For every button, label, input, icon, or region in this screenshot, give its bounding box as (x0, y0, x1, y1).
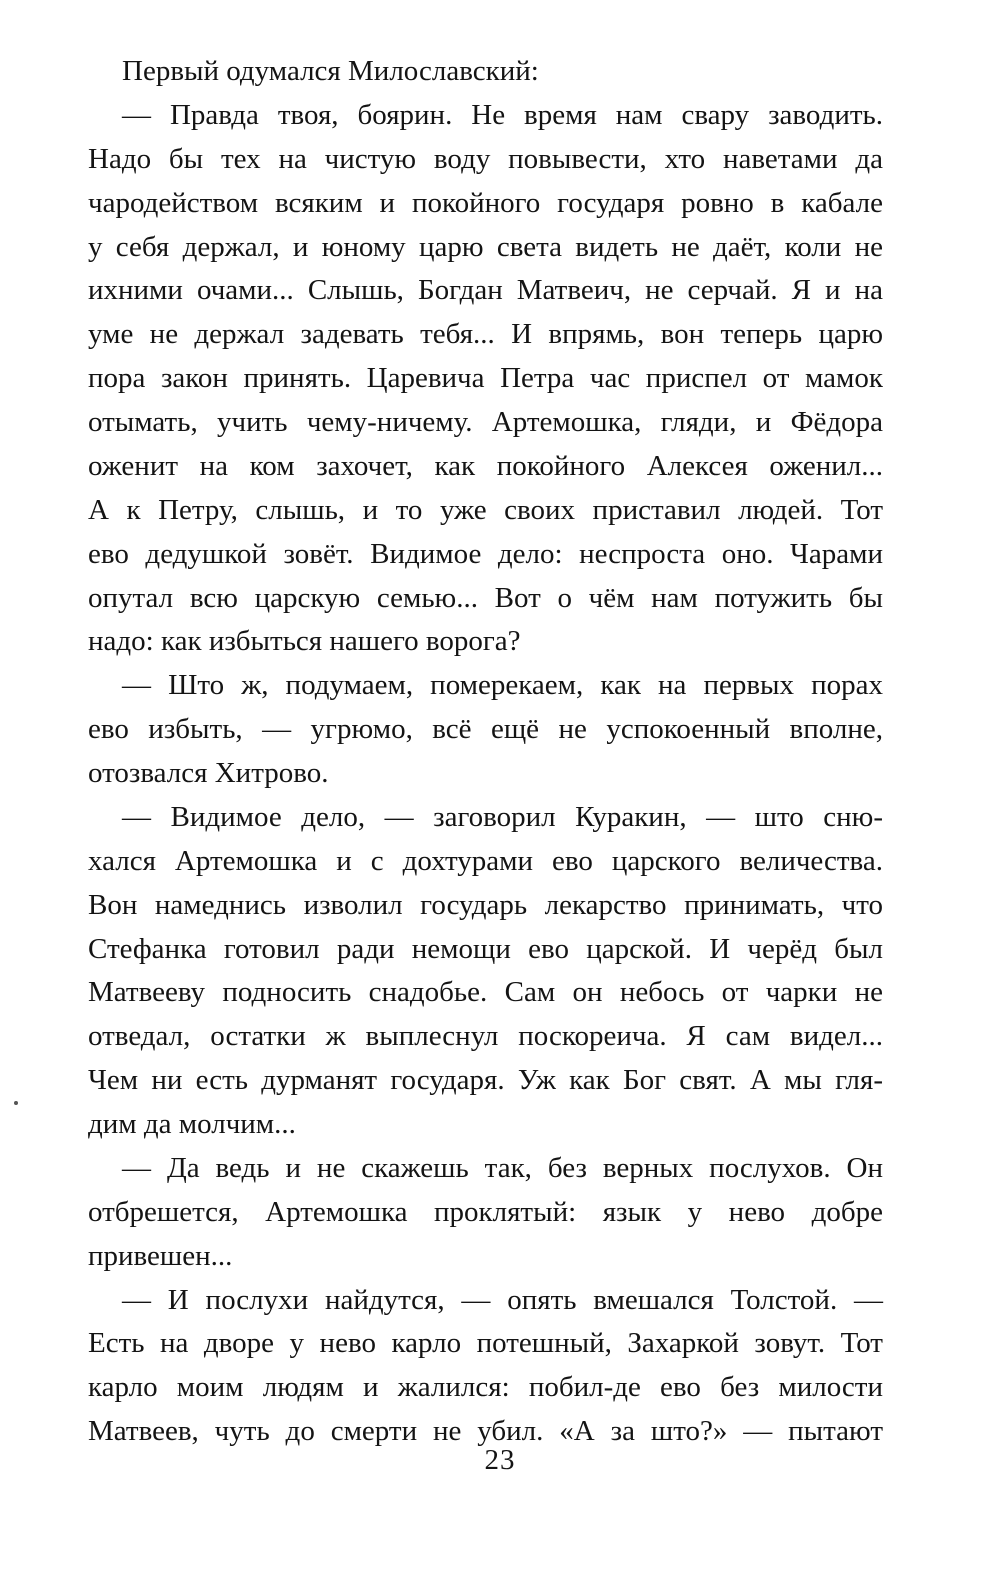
text-line: отозвался Хитрово. (88, 757, 329, 789)
text-line: Чем ни есть дурманят государя. Уж как Бог свят. А мы гля- (88, 1064, 883, 1097)
text-line: ево дедушкой зовёт. Видимое дело: неспроста оно. Чарами (88, 537, 883, 570)
text-line: ихними очами... Слышь, Богдан Матвеич, не серчай. Я и на (88, 274, 883, 307)
body-text (88, 50, 883, 1454)
text-line: оженит на ком захочет, как покойного Алексея оженил... (88, 449, 883, 482)
page-number: 23 (484, 1444, 516, 1476)
text-line: опутал всю царскую семью... Вот о чём нам потужить бы (88, 581, 883, 614)
text-line: — Видимое дело, — заговорил Куракин, — што сню- (122, 800, 883, 833)
text-line: Есть на дворе у нево карло потешный, Захаркой зовут. Тот (88, 1327, 883, 1360)
text-line: ево избыть, — угрюмо, всё ещё не успокоенный вполне, (88, 713, 883, 746)
text-line: — Што ж, подумаем, померекаем, как на первых порах (122, 669, 883, 702)
text-line: хался Артемошка и с дохтурами ево царского величества. (88, 844, 883, 877)
text-line: чародейством всяким и покойного государя ровно в кабале (88, 186, 883, 219)
text-line: Матвееву подносить снадобье. Сам он небось от чарки не (88, 976, 883, 1009)
text-line: карло моим людям и жалился: побил-де ево без милости (88, 1371, 883, 1404)
text-line: дим да молчим... (88, 1108, 296, 1140)
text-line: привешен... (88, 1239, 233, 1272)
text-line: Вон намеднись изволил государь лекарство принимать, что (88, 888, 883, 921)
text-line: пора закон принять. Царевича Петра час приспел от мамок (88, 362, 883, 395)
text-line: А к Петру, слышь, и то уже своих приставил людей. Тот (88, 493, 883, 526)
text-line: — И послухи найдутся, — опять вмешался Толстой. — (122, 1283, 883, 1316)
text-line: отбрешется, Артемошка проклятый: язык у нево добре (88, 1195, 883, 1228)
text-line: — Да ведь и не скажешь так, без верных послухов. Он (122, 1151, 883, 1184)
text-line: Стефанка готовил ради немощи ево царской. И черёд был (88, 932, 883, 965)
text-line: — Правда твоя, боярин. Не время нам свару заводить. (122, 98, 883, 131)
text-line: Первый одумался Милославский: (122, 55, 539, 87)
text-line: отведал, остатки ж выплеснул поскореича. Я сам видел... (88, 1020, 883, 1053)
text-line: Надо бы тех на чистую воду повывести, хто наветами да (88, 142, 883, 175)
text-line: надо: как избыться нашего ворога? (88, 625, 521, 658)
text-line: отымать, учить чему-ничему. Артемошка, гляди, и Фёдора (88, 406, 883, 438)
margin-dot (14, 1101, 18, 1105)
text-line: у себя держал, и юному царю света видеть не даёт, коли не (88, 230, 883, 263)
text-line: уме не держал задевать тебя... И впрямь, вон теперь царю (88, 318, 883, 351)
text-line: Матвеев, чуть до смерти не убил. «А за што?» — пытают (88, 1415, 883, 1448)
